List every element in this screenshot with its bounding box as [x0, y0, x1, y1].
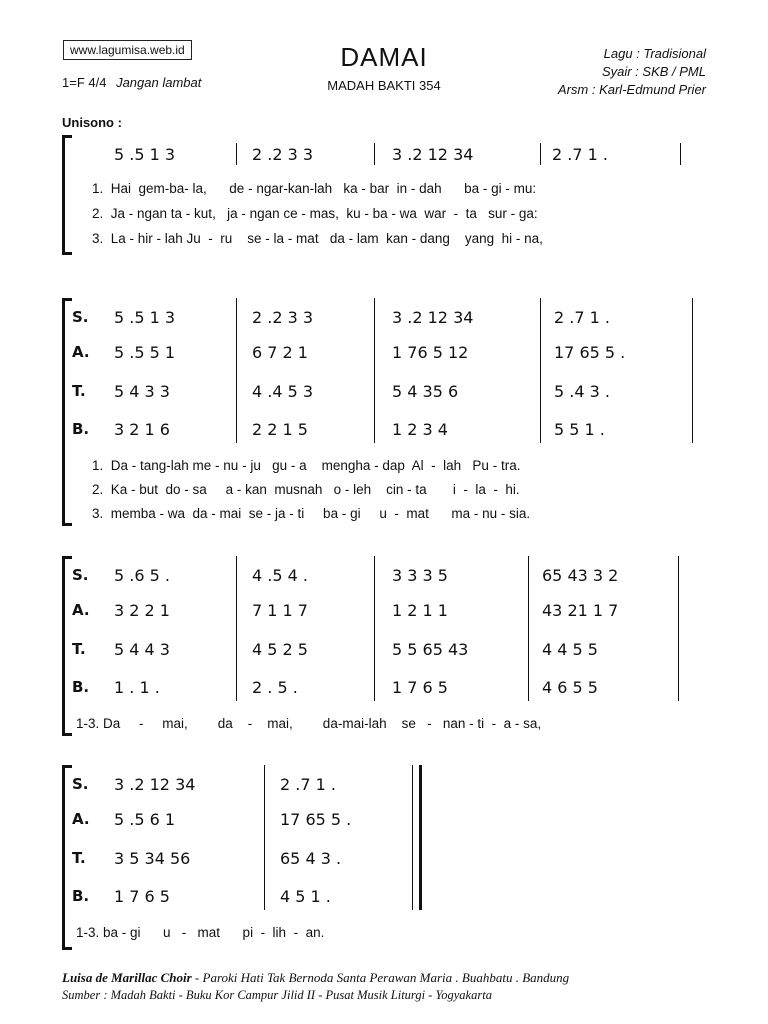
part-label: A.: [72, 343, 90, 361]
measure: 43 21 1 7: [542, 601, 619, 620]
measure: 1 76 5 12: [392, 343, 469, 362]
measure: 65 43 3 2: [542, 566, 619, 585]
barline: [374, 143, 375, 165]
credit-arsm: Arsm : Karl-Edmund Prier: [557, 82, 706, 97]
lyric-line: 1. Hai gem-ba- la, de - ngar-kan-lah ka - bar in - dah ba - gi - mu:: [92, 181, 537, 196]
system-satb-1: [62, 298, 692, 526]
measure: 4 6 5 5: [542, 678, 598, 697]
measure: 4 5 2 5: [252, 640, 308, 659]
measure: 6 7 2 1: [252, 343, 308, 362]
measure: 2 .7 1 .: [552, 145, 608, 164]
part-row-bass: [62, 420, 692, 442]
part-label: T.: [72, 640, 86, 658]
part-label: A.: [72, 810, 90, 828]
measure: 5 4 3 3: [114, 382, 170, 401]
measure: 5 .5 1 3: [114, 145, 176, 164]
measure: 65 4 3 .: [280, 849, 342, 868]
part-label: S.: [72, 775, 89, 793]
lyric-line: 3. La - hir - lah Ju - ru se - la - mat da - lam kan - dang yang hi - na,: [92, 231, 543, 246]
website-label: www.lagumisa.web.id: [63, 40, 192, 60]
measure: 2 .7 1 .: [280, 775, 336, 794]
measure: 4 4 5 5: [542, 640, 598, 659]
measure: 1 . 1 .: [114, 678, 160, 697]
credits: [558, 45, 706, 99]
part-row-alto: [62, 810, 402, 832]
measure: 5 .5 5 1: [114, 343, 176, 362]
measure: 3 .2 12 34: [114, 775, 196, 794]
measure: 5 4 35 6: [392, 382, 459, 401]
measure: 17 65 5 .: [554, 343, 626, 362]
system-satb-3: [62, 765, 422, 950]
measure: 5 5 65 43: [392, 640, 469, 659]
system-satb-2: [62, 556, 692, 736]
measure: 1 2 3 4: [392, 420, 448, 439]
part-row-tenor: [62, 640, 692, 662]
barline: [540, 143, 541, 165]
part-row-bass: [62, 678, 692, 700]
credit-syair: Syair : SKB / PML: [601, 64, 706, 79]
measure: 2 . 5 .: [252, 678, 298, 697]
barline: [236, 143, 237, 165]
measure: 7 1 1 7: [252, 601, 308, 620]
unisono-label: Unisono :: [62, 115, 122, 130]
lyric-line: 2. Ka - but do - sa a - kan musnah o - leh cin - ta i - la - hi.: [92, 482, 520, 497]
key-text: 1=F 4/4: [62, 75, 107, 90]
measure: 3 .2 12 34: [392, 308, 474, 327]
barline: [692, 298, 693, 443]
tempo-text: Jangan lambat: [116, 75, 202, 90]
part-row-soprano: [62, 566, 692, 588]
part-row-alto: [62, 343, 692, 365]
part-label: S.: [72, 566, 89, 584]
measure: 5 .5 6 1: [114, 810, 176, 829]
part-row-tenor: [62, 382, 692, 404]
measure: 1 7 6 5: [392, 678, 448, 697]
song-subtitle: MADAH BAKTI 354: [327, 78, 441, 93]
measure: 2 .7 1 .: [554, 308, 610, 327]
final-double-barline: [412, 765, 422, 910]
part-label: B.: [72, 420, 90, 438]
part-label: A.: [72, 601, 90, 619]
lyric-line: 1-3. Da - mai, da - mai, da-mai-lah se - nan - ti - a - sa,: [76, 716, 542, 731]
measure: 3 2 2 1: [114, 601, 170, 620]
part-label: B.: [72, 887, 90, 905]
part-row-bass: [62, 887, 402, 909]
lyric-line: 1-3. ba - gi u - mat pi - lih - an.: [76, 925, 325, 940]
measure: 2 2 1 5: [252, 420, 308, 439]
measure: 5 .4 3 .: [554, 382, 610, 401]
measure: 1 7 6 5: [114, 887, 170, 906]
measure: 3 5 34 56: [114, 849, 191, 868]
unisono-row: [62, 145, 692, 167]
part-row-alto: [62, 601, 692, 623]
measure: 5 .6 5 .: [114, 566, 170, 585]
measure: 17 65 5 .: [280, 810, 352, 829]
key-signature: [62, 75, 201, 90]
part-label: T.: [72, 849, 86, 867]
measure: 2 .2 3 3: [252, 145, 314, 164]
part-label: T.: [72, 382, 86, 400]
measure: 4 .4 5 3: [252, 382, 314, 401]
lyric-line: 2. Ja - ngan ta - kut, ja - ngan ce - mas, ku - ba - wa war - ta sur - ga:: [92, 206, 538, 221]
system-unisono: [62, 135, 692, 255]
part-row-tenor: [62, 849, 402, 871]
footer-choir: [62, 970, 569, 986]
measure: 2 .2 3 3: [252, 308, 314, 327]
measure: 4 .5 4 .: [252, 566, 308, 585]
credit-lagu: Lagu : Tradisional: [603, 46, 706, 61]
lyric-line: 3. memba - wa da - mai se - ja - ti ba - gi u - mat ma - nu - sia.: [92, 506, 531, 521]
song-title: DAMAI: [340, 42, 428, 72]
choir-name: Luisa de Marillac Choir: [62, 970, 192, 985]
part-row-soprano: [62, 308, 692, 330]
measure: 3 .2 12 34: [392, 145, 474, 164]
system-bracket: [62, 298, 69, 526]
measure: 3 2 1 6: [114, 420, 170, 439]
part-label: S.: [72, 308, 89, 326]
measure: 5 5 1 .: [554, 420, 605, 439]
parish-text: - Paroki Hati Tak Bernoda Santa Perawan Maria . Buahbatu . Bandung: [191, 970, 570, 985]
measure: 3 3 3 5: [392, 566, 448, 585]
measure: 5 .5 1 3: [114, 308, 176, 327]
measure: 1 2 1 1: [392, 601, 448, 620]
footer-source: Sumber : Madah Bakti - Buku Kor Campur Jilid II - Pusat Musik Liturgi - Yogyakarta: [62, 988, 492, 1002]
barline: [680, 143, 681, 165]
measure: 4 5 1 .: [280, 887, 331, 906]
part-label: B.: [72, 678, 90, 696]
measure: 5 4 4 3: [114, 640, 170, 659]
lyric-line: 1. Da - tang-lah me - nu - ju gu - a mengha - dap Al - lah Pu - tra.: [92, 458, 521, 473]
part-row-soprano: [62, 775, 402, 797]
